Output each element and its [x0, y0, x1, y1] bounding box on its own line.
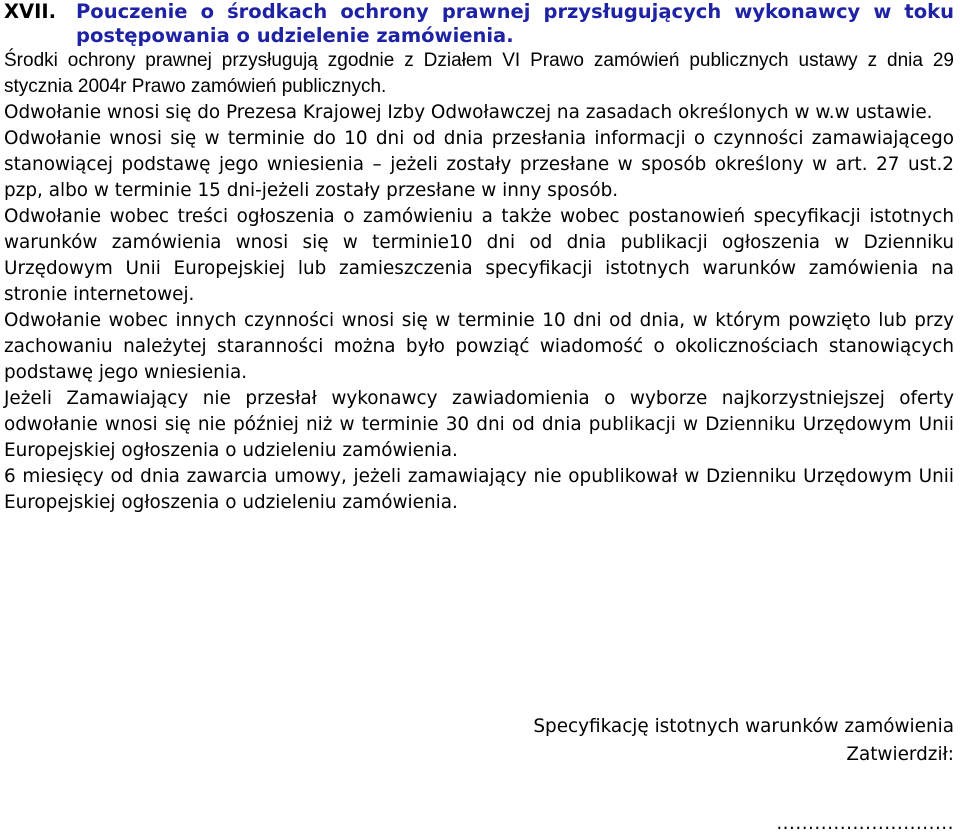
section-title: Pouczenie o środkach ochrony prawnej przysługujących wykonawcy w toku postępowania o udzielenie zamówienia.: [76, 0, 954, 47]
approval-block: [533, 713, 954, 769]
document-body: [4, 0, 954, 516]
section-number: XVII.: [4, 0, 57, 23]
section-heading: [4, 0, 954, 48]
approval-line-specification: Specyfikację istotnych warunków zamówienia: [533, 716, 954, 737]
approval-line-approved-by: Zatwierdził:: [846, 744, 954, 765]
signature-line: ............................: [776, 813, 954, 834]
paragraph-appeal-six-months: 6 miesięcy od dnia zawarcia umowy, jeżeli zamawiający nie opublikował w Dzienniku Urzędowym Unii Europejskiej ogłoszenia o udzieleniu zamówienia.: [4, 466, 954, 513]
paragraph-legal-basis: Środki ochrony prawnej przysługują zgodnie z Działem VI Prawo zamówień publicznych ustawy z dnia 29 stycznia 2004r Prawo zamówień publicznych.: [4, 50, 954, 97]
paragraph-appeal-notice-content: Odwołanie wobec treści ogłoszenia o zamówieniu a także wobec postanowień specyfikacji istotnych warunków zamówienia wnosi się w terminie10 dni od dnia publikacji ogłoszenia w Dzienniku Urzędowym Unii Europejskiej lub zamieszczenia specyfikacji istotnych warunków zamówienia na stronie internetowej.: [4, 206, 954, 305]
paragraph-appeal-authority: Odwołanie wnosi się do Prezesa Krajowej Izby Odwoławczej na zasadach określonych w w.w ustawie.: [4, 102, 933, 123]
paragraph-appeal-deadline: Odwołanie wnosi się w terminie do 10 dni od dnia przesłania informacji o czynności zamawiającego stanowiącej podstawę jego wniesienia – jeżeli zostały przesłane w sposób określony w art. 27 ust.2 pzp, albo w terminie 15 dni-jeżeli zostały przesłane w inny sposób.: [4, 128, 954, 201]
paragraph-appeal-other-actions: Odwołanie wobec innych czynności wnosi się w terminie 10 dni od dnia, w którym powzięto lub przy zachowaniu należytej staranności można było powziąć wiadomość o okolicznościach stanowiących podstawę jego wniesienia.: [4, 310, 954, 383]
paragraph-appeal-no-notification: Jeżeli Zamawiający nie przesłał wykonawcy zawiadomienia o wyborze najkorzystniejszej oferty odwołanie wnosi się nie później niż w terminie 30 dni od dnia publikacji w Dzienniku Urzędowym Unii Europejskiej ogłoszenia o udzieleniu zamówienia.: [4, 388, 954, 461]
